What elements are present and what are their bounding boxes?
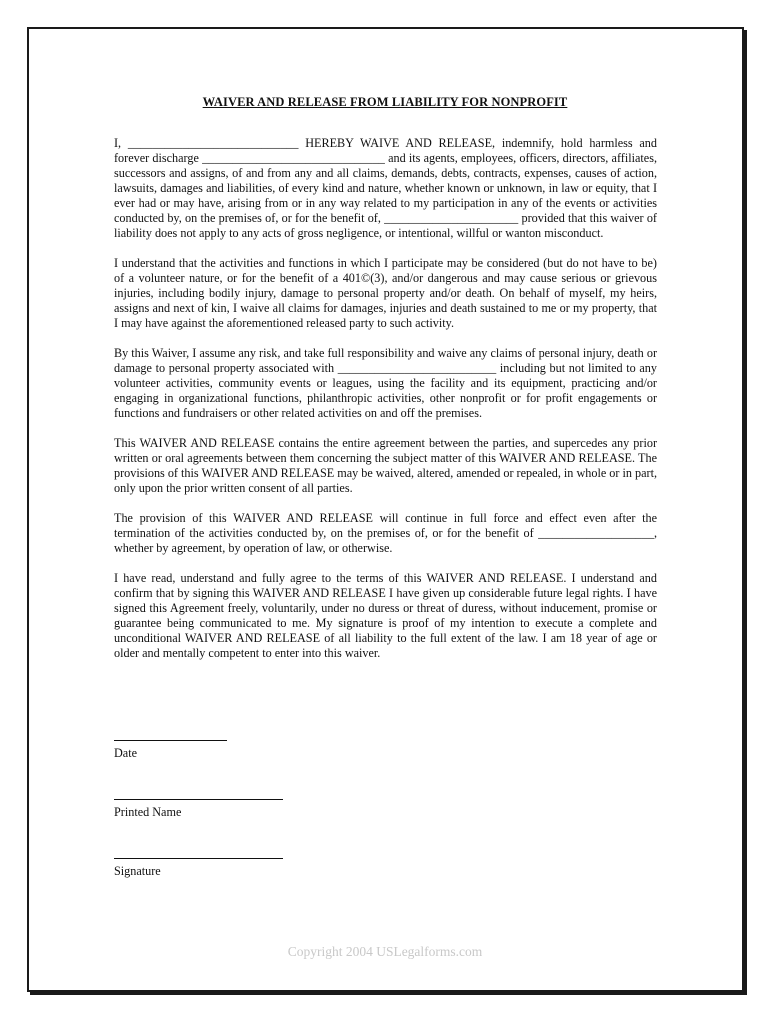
paragraph-acknowledgement: I have read, understand and fully agree to the terms of this WAIVER AND RELEASE. I understand and confirm that by signing this WAIVER AND RELEASE I have given up considerable future legal rights. I have signed this Agreement freely, voluntarily, under no duress or threat of duress, without inducement, promise or guarantee being communicated to me. My signature is proof of my intention to execute a complete and unconditional WAIVER AND RELEASE of all liability to the full extent of the law. I am 18 year of age or older and mentally competent to enter into this waiver. bbox=[114, 571, 657, 660]
paragraph-assume-risk: By this Waiver, I assume any risk, and take full responsibility and waive any claims of personal injury, death or damage to personal property associated with __________________________ including but not limited to any volunteer activities, community events or leagues, using the facility and its equipment, practicing and/or engaging in organizational functions, philanthropic activities, other nonprofit or for profit engagements or functions and fundraisers or other related activities on and off the premises. bbox=[114, 346, 657, 420]
document-title: WAIVER AND RELEASE FROM LIABILITY FOR NONPROFIT bbox=[202, 95, 568, 109]
signature-label: Signature bbox=[114, 864, 161, 878]
printed-name-field[interactable] bbox=[114, 799, 283, 820]
document-body bbox=[114, 136, 657, 676]
printed-name-line[interactable] bbox=[114, 799, 283, 800]
paragraph-understanding: I understand that the activities and functions in which I participate may be considered (but do not have to be) of a volunteer nature, or for the benefit of a 401©(3), and/or dangerous and may cause serious or grievous injuries, including bodily injury, damage to personal property and/or death. On behalf of myself, my heirs, assigns and next of kin, I waive all claims for damages, injuries and death sustained to me or my property, that I may have against the aforementioned released party to such activity. bbox=[114, 256, 657, 330]
paragraph-entire-agreement: This WAIVER AND RELEASE contains the entire agreement between the parties, and supercedes any prior written or oral agreements between them concerning the subject matter of this WAIVER AND RELEASE. The provisions of this WAIVER AND RELEASE may be waived, altered, amended or repealed, in whole or in part, only upon the prior written consent of all parties. bbox=[114, 436, 658, 495]
signature-line[interactable] bbox=[114, 858, 283, 859]
date-field[interactable] bbox=[114, 740, 227, 761]
date-label: Date bbox=[114, 746, 138, 760]
paragraph-waiver: I, ____________________________ HEREBY WAIVE AND RELEASE, indemnify, hold harmless and forever discharge ______________________________ and its agents, employees, officers, directors, affiliates, successors and assigns, of and from any and all claims, demands, debts, contracts, expenses, causes of action, lawsuits, damages and liabilities, of every kind and nature, whether known or unknown, in law or equity, that I ever had or may have, arising from or in any way related to my participation in any of the events or activities conducted by, on the premises of, or for the benefit of, ______________________ provided that this waiver of liability does not apply to any acts of gross negligence, or intentional, willful or wanton misconduct. bbox=[114, 136, 657, 240]
copyright-watermark: Copyright 2004 USLegalforms.com bbox=[287, 944, 483, 959]
printed-name-label: Printed Name bbox=[114, 805, 182, 819]
paragraph-continuation: The provision of this WAIVER AND RELEASE will continue in full force and effect even after the termination of the activities conducted by, on the premises of, or for the benefit of ___________________, whether by agreement, by operation of law, or otherwise. bbox=[114, 511, 657, 555]
date-line[interactable] bbox=[114, 740, 227, 741]
signature-field[interactable] bbox=[114, 858, 283, 879]
